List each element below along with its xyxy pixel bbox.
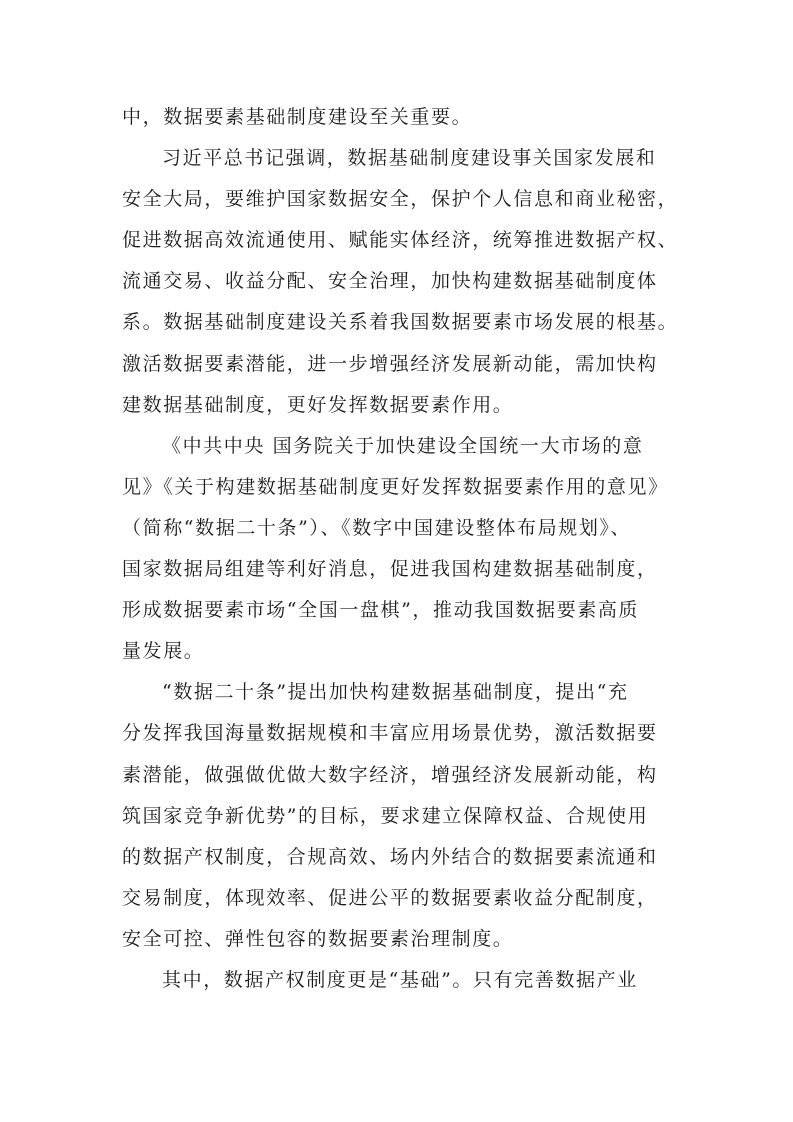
text-line: 量发展。: [122, 640, 205, 663]
text-line: “数据二十条”提出加快构建数据基础制度，提出“充: [162, 681, 629, 704]
text-line: 建数据基础制度，更好发挥数据要素作用。: [122, 393, 514, 416]
text-line: 安全大局，要维护国家数据安全，保护个人信息和商业秘密，: [122, 188, 679, 211]
text-line: 流通交易、收益分配、安全治理，加快构建数据基础制度体: [122, 270, 658, 293]
text-line: 交易制度，体现效率、促进公平的数据要素收益分配制度，: [122, 886, 658, 909]
text-line: 素潜能，做强做优做大数字经济，增强经济发展新动能，构: [122, 763, 658, 786]
text-line: 分发挥我国海量数据规模和丰富应用场景优势，激活数据要: [122, 722, 658, 745]
text-line: 《中共中央 国务院关于加快建设全国统一大市场的意: [162, 434, 644, 457]
text-line: 中，数据要素基础制度建设至关重要。: [122, 106, 473, 128]
text-line: 筑国家竞争新优势”的目标，要求建立保障权益、合规使用: [122, 804, 649, 827]
text-line: 其中，数据产权制度更是“基础”。只有完善数据产业: [162, 968, 638, 991]
text-line: 国家数据局组建等利好消息，促进我国构建数据基础制度，: [122, 558, 658, 581]
text-line: 的数据产权制度，合规高效、场内外结合的数据要素流通和: [122, 845, 658, 868]
text-line: 安全可控、弹性包容的数据要素治理制度。: [122, 927, 514, 950]
body-text: [122, 97, 682, 1001]
text-line: （简称“数据二十条”）、《数字中国建设整体布局规划》、: [122, 516, 632, 539]
text-line: 见》《关于构建数据基础制度更好发挥数据要素作用的意见》: [122, 475, 669, 498]
text-line: 系。数据基础制度建设关系着我国数据要素市场发展的根基。: [122, 311, 679, 334]
text-line: 形成数据要素市场“全国一盘棋”，推动我国数据要素高质: [122, 599, 640, 622]
text-line: 促进数据高效流通使用、赋能实体经济，统筹推进数据产权、: [122, 229, 679, 252]
text-line: 激活数据要素潜能，进一步增强经济发展新动能，需加快构: [122, 352, 658, 375]
text-line: 习近平总书记强调，数据基础制度建设事关国家发展和: [162, 147, 657, 170]
